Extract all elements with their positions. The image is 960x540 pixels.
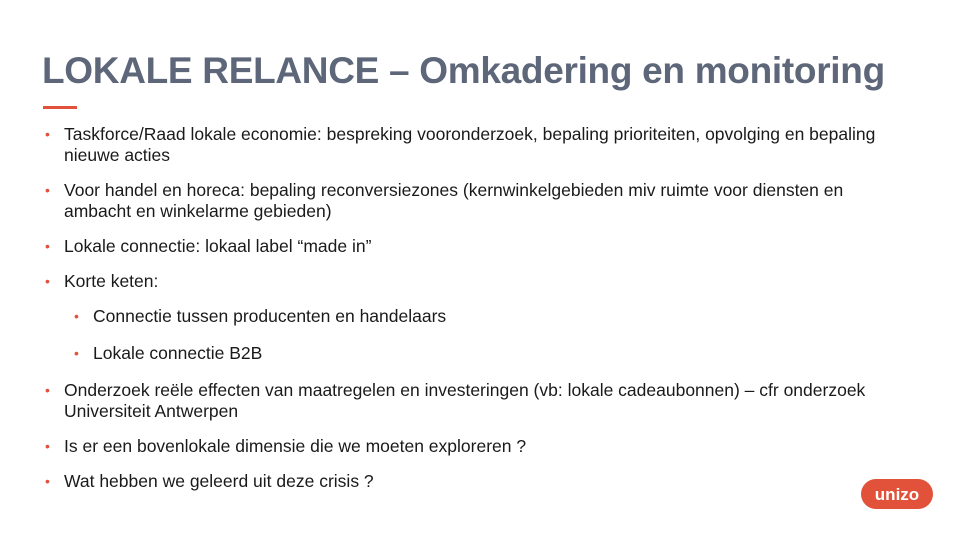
bullet-icon: • [74,308,79,324]
logo-text: unizo [874,485,920,504]
list-item-text: Wat hebben we geleerd uit deze crisis ? [64,471,374,491]
slide-title: LOKALE RELANCE – Omkadering en monitoring [42,50,885,91]
bullet-icon: • [45,238,50,254]
list-item-text: Korte keten: [64,271,159,291]
sub-list-item [45,343,915,364]
list-item [45,124,915,166]
list-item-text: Is er een bovenlokale dimensie die we moeten exploreren ? [64,436,527,456]
sub-list-item [45,306,915,327]
bullet-icon: • [45,273,50,289]
list-item [45,180,915,222]
list-item-text: Lokale connectie B2B [93,343,263,363]
bullet-icon: • [45,126,50,142]
list-item [45,236,915,257]
list-item [45,380,915,422]
list-item [45,471,915,492]
bullet-icon: • [45,382,50,398]
bullet-icon: • [45,473,50,489]
unizo-logo [860,478,934,510]
list-item [45,436,915,457]
bullet-list [45,124,915,506]
bullet-icon: • [45,438,50,454]
bullet-icon: • [74,345,79,361]
bullet-icon: • [45,182,50,198]
list-item-text: Connectie tussen producenten en handelaars [93,306,447,326]
list-item-text: Onderzoek reële effecten van maatregelen en investeringen (vb: lokale cadeaubonnen) – cfr onderzoek Universiteit Antwerpen [64,380,866,421]
list-item [45,271,915,292]
list-item-text: Lokale connectie: lokaal label “made in” [64,236,372,256]
list-item-text: Voor handel en horeca: bepaling reconversiezones (kernwinkelgebieden miv ruimte voor diensten en ambacht en winkelarme gebieden) [64,180,844,221]
title-accent-line [43,106,77,109]
list-item-text: Taskforce/Raad lokale economie: bespreking vooronderzoek, bepaling prioriteiten, opvolging en bepaling nieuwe acties [64,124,876,165]
